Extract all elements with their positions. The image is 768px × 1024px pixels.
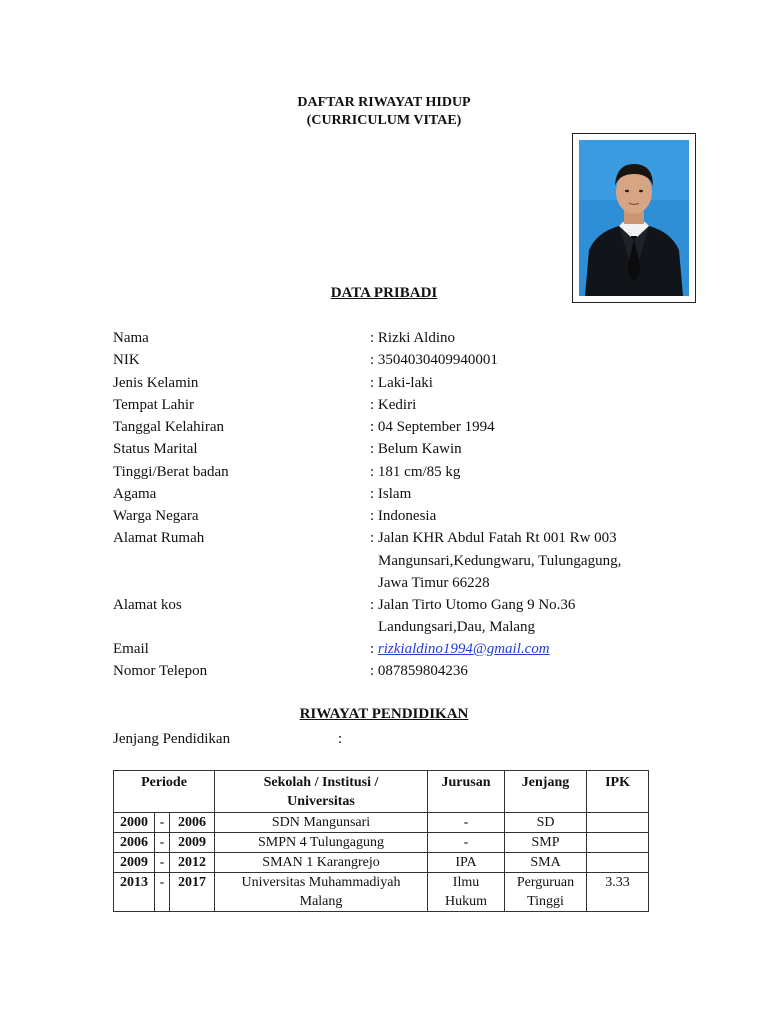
level-line-2: Tinggi [527,894,564,909]
start-year: 2009 [114,853,155,873]
column-header-level: Jenjang [505,771,587,813]
field-label: Status Marital [113,441,198,457]
field-label: Agama [113,486,157,502]
field-label: Jenis Kelamin [113,375,199,391]
email-label: Email [113,641,149,657]
level [505,873,587,912]
level: SMP [505,833,587,853]
profile-photo [572,133,696,303]
personal-data-heading: DATA PRIBADI [330,285,438,301]
field-value: : Rizki Aldino [370,330,456,346]
column-header-school-line-1: Sekolah / Institusi / [263,775,379,790]
field-label: Alamat Rumah [113,530,205,546]
field-value: : 3504030409940001 [370,352,498,368]
major [428,873,505,912]
column-header-periode: Periode [114,771,215,813]
major: IPA [428,853,505,873]
field-label: Nama [113,330,149,346]
field-value: : 04 September 1994 [370,419,495,435]
phone-value: : 087859804236 [370,663,468,679]
education-table [113,770,649,912]
education-heading: RIWAYAT PENDIDIKAN [299,706,469,722]
email-colon: : [370,641,375,657]
level: SMA [505,853,587,873]
year-dash: - [155,813,170,833]
field-value: : Laki-laki [370,375,433,391]
education-level-label: Jenjang Pendidikan [113,731,231,747]
field-label: NIK [113,352,140,368]
home-address-line-2: Mangunsari,Kedungwaru, Tulungagung, [378,553,622,569]
home-address-line-3: Jawa Timur 66228 [378,575,490,591]
portrait-image [579,140,689,296]
gpa [587,833,649,853]
school-name-line-2: Malang [299,894,343,909]
school-name: SMPN 4 Tulungagung [215,833,428,853]
field-value: : Indonesia [370,508,437,524]
gpa [587,853,649,873]
start-year: 2006 [114,833,155,853]
email-value [370,638,550,660]
year-dash: - [155,873,170,912]
gpa [587,813,649,833]
kos-address-label: Alamat kos [113,597,182,613]
gpa: 3.33 [587,873,649,912]
major: - [428,813,505,833]
table-header-row [114,771,649,813]
field-value: : Kediri [370,397,417,413]
column-header-gpa: IPK [587,771,649,813]
end-year: 2012 [170,853,215,873]
table-row [114,813,649,833]
major-line-2: Hukum [445,894,488,909]
field-value: : Islam [370,486,412,502]
field-label: Warga Negara [113,508,199,524]
field-value: : Belum Kawin [370,441,462,457]
end-year: 2009 [170,833,215,853]
school-name: SMAN 1 Karangrejo [215,853,428,873]
start-year: 2000 [114,813,155,833]
table-row [114,853,649,873]
education-level-colon: : [338,731,343,747]
major: - [428,833,505,853]
field-label: Tempat Lahir [113,397,194,413]
school-name-line-1: Universitas Muhammadiyah [241,875,401,890]
start-year: 2013 [114,873,155,912]
level-line-1: Perguruan [516,875,575,890]
field-label: Tinggi/Berat badan [113,464,229,480]
column-header-school-line-2: Universitas [287,794,355,809]
document-title: DAFTAR RIWAYAT HIDUP [297,95,471,110]
kos-address-value: : Jalan Tirto Utomo Gang 9 No.36 [370,597,576,613]
end-year: 2006 [170,813,215,833]
document-subtitle: (CURRICULUM VITAE) [306,113,462,128]
year-dash: - [155,833,170,853]
column-header-major: Jurusan [428,771,505,813]
school-name [215,873,428,912]
table-row [114,833,649,853]
kos-address-line-2: Landungsari,Dau, Malang [378,619,536,635]
major-line-1: Ilmu [452,875,480,890]
phone-label: Nomor Telepon [113,663,208,679]
year-dash: - [155,853,170,873]
table-row [114,873,649,912]
email-link[interactable]: rizkialdino1994@gmail.com [377,641,550,657]
field-label: Tanggal Kelahiran [113,419,224,435]
school-name: SDN Mangunsari [215,813,428,833]
column-header-school [215,771,428,813]
field-value: : Jalan KHR Abdul Fatah Rt 001 Rw 003 [370,530,617,546]
field-value: : 181 cm/85 kg [370,464,461,480]
end-year: 2017 [170,873,215,912]
level: SD [505,813,587,833]
